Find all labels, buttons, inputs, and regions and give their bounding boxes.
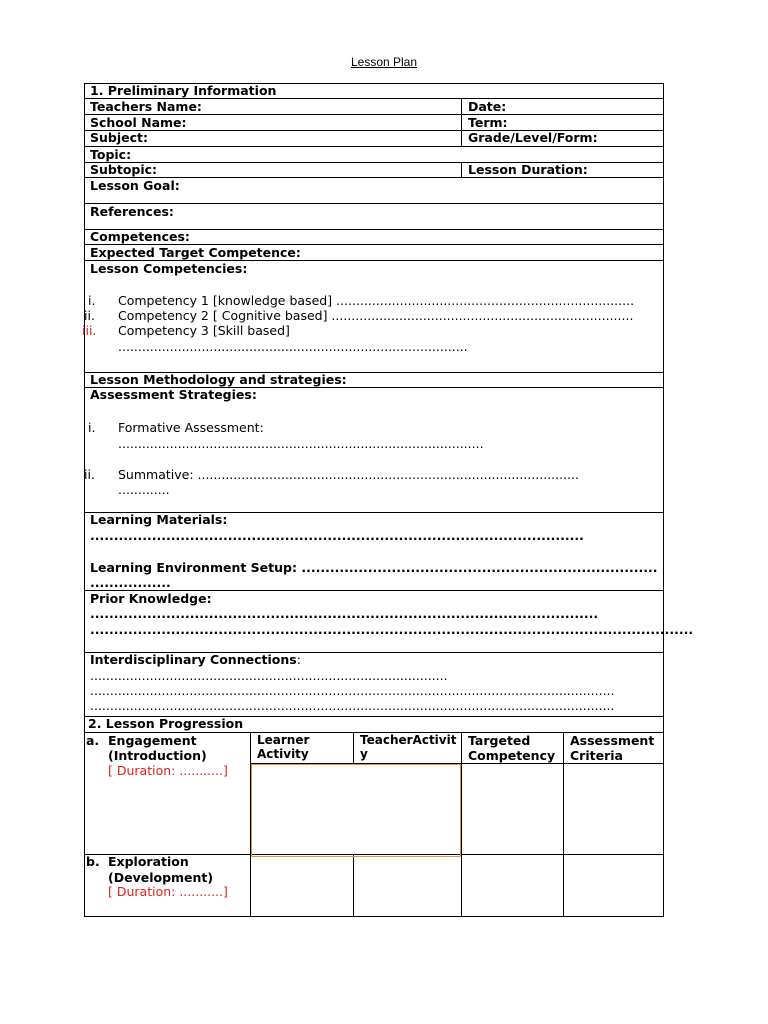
methodology-label: Lesson Methodology and strategies: [90, 372, 347, 387]
topic-label: Topic: [90, 147, 132, 162]
column-divider [461, 162, 462, 177]
header-line: TeacherActivit [360, 733, 457, 747]
phase-duration: [ Duration: ...........] [108, 884, 228, 899]
competency-item: Competency 1 [knowledge based] ........................................................................... [118, 293, 635, 308]
lesson-goal-label: Lesson Goal: [90, 178, 180, 193]
dotted-line: ............. [118, 482, 170, 497]
term-label: Term: [468, 115, 508, 130]
header-line: Criteria [570, 748, 623, 763]
column-divider [353, 854, 354, 917]
header-line: Assessment [570, 733, 655, 748]
dotted-line: ........................................................................................................... [90, 606, 599, 621]
dotted-line: .................................................................................................................................... [90, 683, 615, 698]
dotted-line: ............................................................................................ [118, 436, 484, 451]
phase-sub: (Development) [108, 870, 214, 885]
page-title: Lesson Plan [350, 55, 418, 69]
header-line: Competency [468, 748, 556, 763]
interdisciplinary-label [90, 652, 301, 667]
header-line: y [360, 747, 368, 761]
header-learner-activity [257, 733, 309, 761]
date-label: Date: [468, 99, 507, 114]
environment-setup-label: Learning Environment Setup: ........................................................................... [90, 560, 658, 575]
competency-item: Competency 2 [ Cognitive based] ............................................................................ [118, 308, 634, 323]
assessment-item: Formative Assessment: [118, 420, 264, 435]
phase-name: Engagement [108, 733, 197, 748]
section-heading: 2. Lesson Progression [88, 716, 244, 731]
lesson-duration-label: Lesson Duration: [468, 162, 588, 177]
list-number: ii. [84, 467, 95, 482]
header-line: Learner [257, 733, 310, 747]
grade-label: Grade/Level/Form: [468, 130, 598, 145]
column-divider [461, 130, 462, 146]
learning-materials-label: Learning Materials: [90, 512, 228, 527]
competency-item: Competency 3 [Skill based] [118, 323, 290, 338]
phase-name: Exploration [108, 854, 189, 869]
subtopic-label: Subtopic: [90, 162, 158, 177]
subject-label: Subject: [90, 130, 148, 145]
colon: : [296, 652, 301, 667]
highlighted-activity-box [251, 764, 461, 857]
lesson-competencies-label: Lesson Competencies: [90, 261, 248, 276]
list-number: ii. [84, 308, 95, 323]
header-targeted-competency [468, 733, 555, 763]
header-assessment-criteria [570, 733, 654, 763]
section-heading: 1. Preliminary Information [90, 83, 277, 98]
school-name-label: School Name: [90, 115, 187, 130]
phase-letter: b. [86, 854, 100, 869]
header-line: Activity [257, 747, 309, 761]
list-number: iii. [82, 323, 97, 338]
column-divider [461, 98, 462, 130]
dotted-line: ............................................................................................................................... [90, 622, 694, 637]
phase-letter: a. [86, 733, 100, 748]
list-number: i. [88, 420, 96, 435]
dotted-line: ........................................................................................ [118, 339, 468, 354]
header-teacher-activity [360, 733, 456, 761]
header-line: Targeted [468, 733, 531, 748]
divider [84, 146, 664, 147]
dotted-line: ........................................................................................................ [90, 528, 584, 543]
teachers-name-label: Teachers Name: [90, 99, 202, 114]
column-divider [563, 732, 564, 917]
prior-knowledge-label: Prior Knowledge: [90, 591, 212, 606]
dotted-line: ................. [90, 575, 171, 590]
dotted-line: .................................................................................................................................... [90, 698, 615, 713]
assessment-item: Summative: ................................................................................................ [118, 467, 579, 482]
competences-label: Competences: [90, 229, 190, 244]
dotted-line: .......................................................................................... [90, 668, 448, 683]
assessment-strategies-label: Assessment Strategies: [90, 387, 257, 402]
interdisciplinary-text: Interdisciplinary Connections [90, 652, 297, 667]
column-divider [461, 732, 462, 917]
phase-duration: [ Duration: ...........] [108, 763, 228, 778]
expected-target-label: Expected Target Competence: [90, 245, 301, 260]
list-number: i. [88, 293, 96, 308]
references-label: References: [90, 204, 174, 219]
phase-sub: (Introduction) [108, 748, 207, 763]
column-divider [353, 732, 354, 763]
